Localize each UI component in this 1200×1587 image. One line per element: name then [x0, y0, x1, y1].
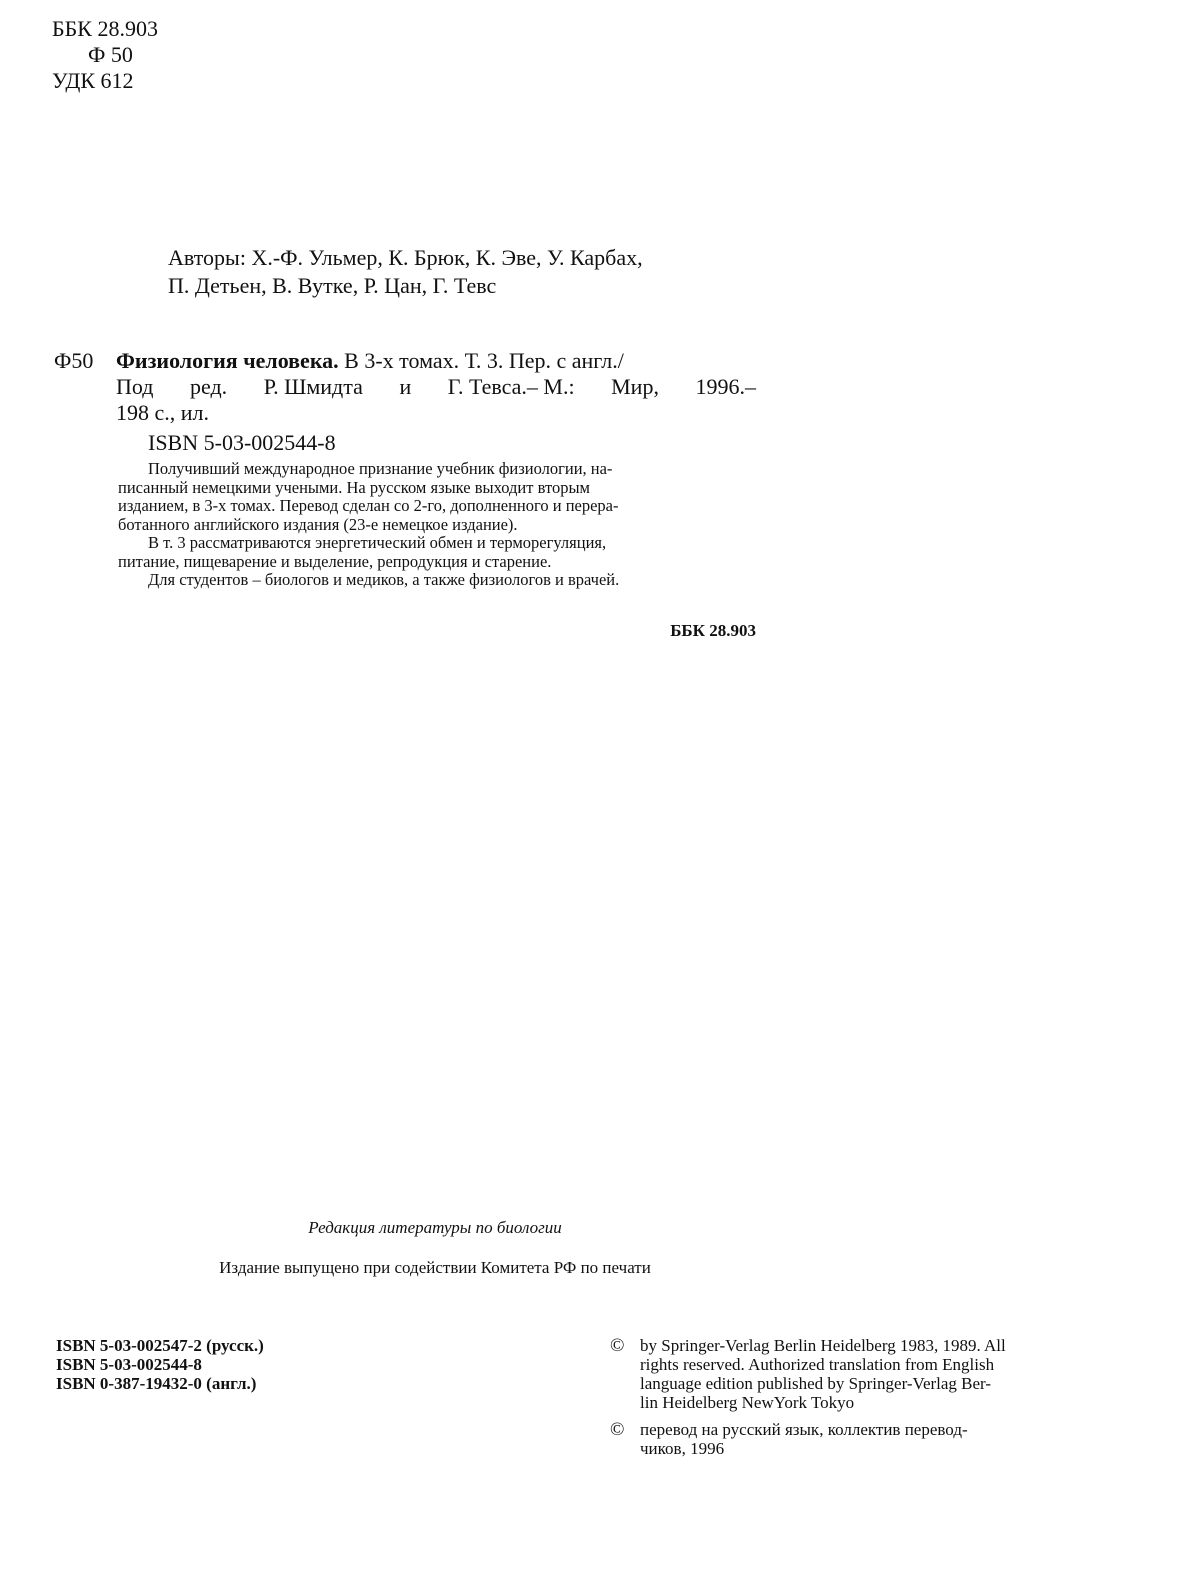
bbk-code: ББК 28.903 — [52, 16, 158, 41]
copyright-translation — [610, 1420, 1082, 1458]
bbk-code-right: ББК 28.903 — [670, 621, 756, 640]
copyright-line: перевод на русский язык, коллектив перевод- — [640, 1420, 968, 1439]
udk-code: УДК 612 — [52, 68, 134, 93]
entry-word: Г. Тевса.– М.: — [447, 374, 575, 399]
entry-word: ред. — [189, 374, 228, 399]
entry-word: Р. Шмидта — [263, 374, 363, 399]
book-title: Физиология человека. — [116, 348, 339, 373]
entry-word: Под — [116, 374, 154, 399]
copyright-line: lin Heidelberg NewYork Tokyo — [640, 1393, 855, 1412]
authors-line-1: Авторы: Х.-Ф. Ульмер, К. Брюк, К. Эве, У. Карбах, — [168, 245, 643, 270]
isbn-list — [56, 1336, 264, 1393]
abstract-line: питание, пищеварение и выделение, репродукция и старение. — [118, 551, 552, 571]
isbn-item: ISBN 5-03-002544-8 — [56, 1355, 202, 1374]
copyright-line: by Springer-Verlag Berlin Heidelberg 1983, 1989. All — [640, 1336, 1006, 1355]
copyright-line: чиков, 1996 — [640, 1439, 725, 1458]
entry-line-3: 198 с., ил. — [116, 400, 210, 425]
entry-word: 1996.– — [695, 374, 756, 399]
entry-line-1-rest: В 3-х томах. Т. 3. Пер. с англ./ — [338, 348, 624, 373]
copyright-icon: © — [610, 1335, 625, 1356]
entry-isbn: ISBN 5-03-002544-8 — [148, 430, 336, 455]
entry-word: и — [399, 374, 412, 399]
authors-block — [168, 244, 643, 300]
abstract-line: Получивший международное признание учебник физиологии, на- — [148, 459, 613, 478]
bibliographic-entry — [116, 348, 756, 426]
authors-line-2: П. Детьен, В. Вутке, Р. Цан, Г. Тевс — [168, 273, 497, 298]
copyright-line: rights reserved. Authorized translation from English — [640, 1355, 995, 1374]
copyright-block — [610, 1336, 1082, 1466]
entry-code: Ф50 — [54, 348, 94, 373]
classification-block — [52, 16, 158, 94]
copyright-icon: © — [610, 1419, 625, 1440]
abstract-line: В т. 3 рассматриваются энергетический обмен и терморегуляция, — [148, 533, 607, 552]
entry-word: Мир, — [611, 374, 659, 399]
entry-line-2 — [116, 374, 756, 400]
isbn-item: ISBN 5-03-002547-2 (русск.) — [56, 1336, 264, 1355]
abstract-line: Для студентов – биологов и медиков, а также физиологов и врачей. — [148, 570, 620, 589]
abstract-line: ботанного английского издания (23-е немецкое издание). — [118, 514, 518, 534]
abstract — [118, 460, 756, 590]
index-code: Ф 50 — [88, 42, 133, 67]
published-note: Издание выпущено при содействии Комитета РФ по печати — [219, 1258, 651, 1277]
abstract-line: писанный немецкими учеными. На русском языке выходит вторым — [118, 477, 590, 497]
isbn-item: ISBN 0-387-19432-0 (англ.) — [56, 1374, 257, 1393]
copyright-original — [610, 1336, 1082, 1412]
entry-line-1 — [116, 348, 756, 374]
editorial-note: Редакция литературы по биологии — [308, 1218, 562, 1237]
abstract-line: изданием, в 3-х томах. Перевод сделан со 2-го, дополненного и перера- — [118, 496, 619, 515]
copyright-line: language edition published by Springer-Verlag Ber- — [640, 1374, 992, 1393]
